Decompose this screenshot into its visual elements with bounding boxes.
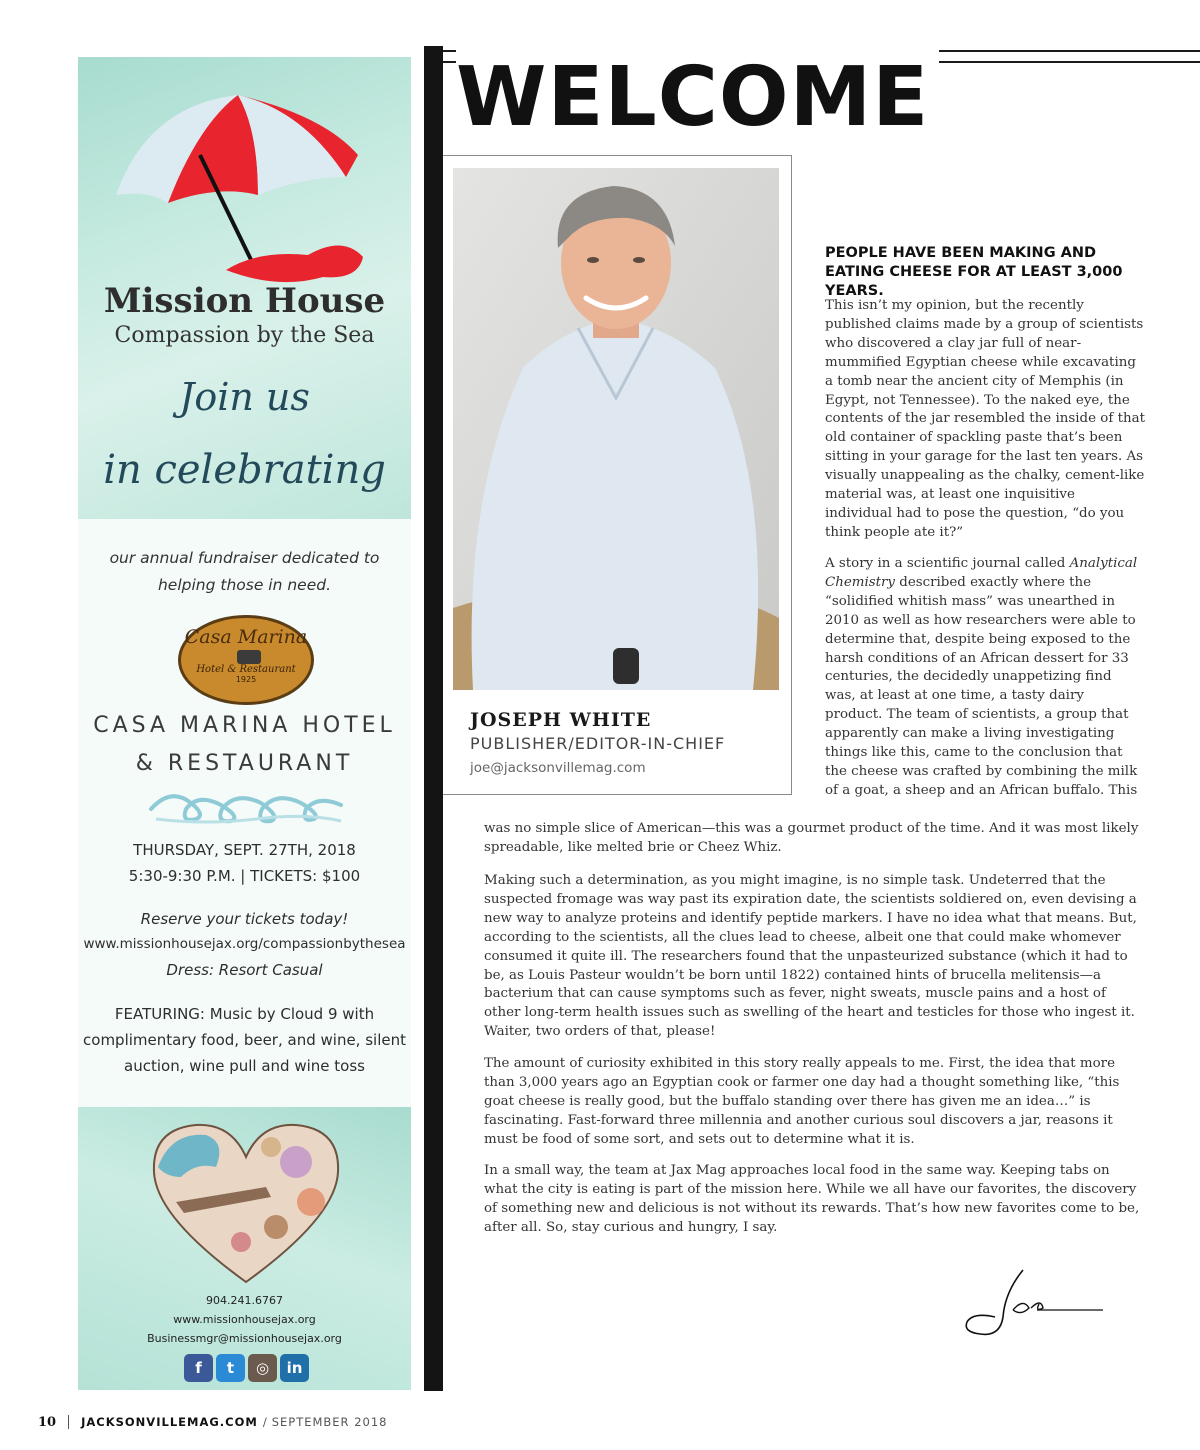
featuring-line-1: FEATURING: Music by Cloud 9 with xyxy=(114,1005,375,1023)
footer-divider xyxy=(68,1415,69,1429)
venue-line-1: CASA MARINA HOTEL xyxy=(93,713,396,738)
beach-umbrella-icon xyxy=(108,85,368,285)
article-paragraph-2 xyxy=(825,555,1145,801)
ad-script-line-1: Join us xyxy=(179,375,310,419)
badge-year: 1925 xyxy=(235,675,257,684)
waves-icon xyxy=(146,779,346,827)
contact-email[interactable]: Businessmgr@missionhousejax.org xyxy=(147,1332,342,1345)
instagram-icon[interactable]: ◎ xyxy=(248,1354,277,1382)
footer-separator: / xyxy=(262,1415,267,1429)
article-paragraph-5: In a small way, the team at Jax Mag approaches local food in the same way. Keeping tabs on what the city is eating is part of the mission here. While we all have our favorites, the discovery of something new and delicious is not without its rewards. That’s how new favorites come to be, after all. So, stay curious and hungry, I say. xyxy=(484,1163,1140,1235)
paragraph-2-text-a: A story in a scientific journal called xyxy=(825,556,1070,571)
editor-portrait-photo xyxy=(453,168,779,690)
issue-date: SEPTEMBER 2018 xyxy=(271,1415,388,1429)
article-paragraph-1: This isn’t my opinion, but the recently published claims made by a group of scientists who discovered a clay jar full of near-mummified Egyptian cheese while excavating a tomb near the ancient city of Memphis (in Egypt, not Tennessee). To the naked eye, the contents of the jar resembled the inside of that old container of spackling paste that’s been sitting in your garage for the last ten years. As visually unappealing as the chalky, cement-like material was, at least one inquisitive individual had to pose the question, “do you think people ate it?” xyxy=(825,298,1145,540)
social-icons xyxy=(184,1354,309,1382)
badge-name: Casa Marina xyxy=(184,626,308,648)
contact-website[interactable]: www.missionhousejax.org xyxy=(173,1313,316,1326)
author-email[interactable]: joe@jacksonvillemag.com xyxy=(470,760,646,776)
featuring-line-2: complimentary food, beer, and wine, silent xyxy=(83,1031,406,1049)
article-deck: PEOPLE HAVE BEEN MAKING AND EATING CHEESE FOR AT LEAST 3,000 YEARS. xyxy=(825,245,1123,299)
page-number: 10 xyxy=(38,1414,57,1430)
ad-tagline-2: helping those in need. xyxy=(157,576,332,594)
article-paragraph-3: Making such a determination, as you might imagine, is no simple task. Undeterred that the suspected fromage was way past its expiration date, the scientists soldiered on, even devising a new way to analyze proteins and identify peptide markers. I have no idea what that means. But, according to the scientists, all the clues lead to cheese, albeit one that could make whomever consumed it quite ill. The researchers found that the unpasteurized substance (which it had to be, as Louis Pasteur wouldn’t be born until 1822) contained hints of brucella melitensis—a bacterium that can cause symptoms such as fever, night sweats, muscle pains and a host of other long-term health issues such as swelling of the heart and testicles for those who ingest it. Waiter, two orders of that, please! xyxy=(484,873,1137,1040)
paragraph-2-text-b: described exactly where the “solidified whitish mass” was unearthed in 2010 as well as how researchers were able to determine that, despite being exposed to the harsh conditions of an African dessert for 33 centuries, the decidedly unappetizing find was, at least at one time, a tasty dairy product. The team of scientists, a group that apparently can make a living investigating things like this, came to the conclusion that the cheese was crafted by combining the milk of a goat, a sheep and an African buffalo. This xyxy=(825,574,1138,798)
editor-signature xyxy=(955,1262,1105,1342)
magazine-url[interactable]: JACKSONVILLEMAG.COM xyxy=(81,1415,258,1429)
ad-logo-subtitle: Compassion by the Sea xyxy=(114,323,375,348)
section-bar xyxy=(424,46,443,1391)
ad-tagline-1: our annual fundraiser dedicated to xyxy=(109,549,380,567)
ad-logo-title: Mission House xyxy=(103,281,386,321)
article-paragraph-2-continued: was no simple slice of American—this was a gourmet product of the time. And it was most likely spreadable, like melted brie or Cheez Whiz. xyxy=(484,821,1139,855)
event-url[interactable]: www.missionhousejax.org/compassionbythesea xyxy=(83,936,406,952)
facebook-icon[interactable]: f xyxy=(184,1354,213,1382)
article-paragraph-4: The amount of curiosity exhibited in this story really appeals to me. First, the idea that more than 3,000 years ago an Egyptian cook or farmer one day had a thought something like, “this goat cheese is really good, but the buffalo standing over there has given me an idea…” is fascinating. Fast-forward three millennia and another curious soul discovers a jar, reasons it must be food of some sort, and sets out to determine what it is. xyxy=(484,1056,1120,1147)
event-reserve: Reserve your tickets today! xyxy=(140,910,349,928)
mission-house-advertisement xyxy=(78,57,411,1390)
featuring-line-3: auction, wine pull and wine toss xyxy=(124,1057,365,1075)
event-date: THURSDAY, SEPT. 27TH, 2018 xyxy=(133,841,356,859)
venue-line-2: & RESTAURANT xyxy=(135,751,354,776)
page-title: WELCOME xyxy=(456,50,939,146)
author-title: PUBLISHER/EDITOR-IN-CHIEF xyxy=(470,734,726,753)
twitter-icon[interactable]: t xyxy=(216,1354,245,1382)
crest-icon xyxy=(237,650,261,664)
badge-subtitle: Hotel & Restaurant xyxy=(196,664,296,675)
linkedin-icon[interactable]: in xyxy=(280,1354,309,1382)
author-name: JOSEPH WHITE xyxy=(470,709,652,731)
event-time-tickets: 5:30-9:30 P.M. | TICKETS: $100 xyxy=(128,867,361,885)
journal-name: Analytical Chemistry xyxy=(825,556,1138,590)
seashell-heart-icon xyxy=(146,1117,346,1287)
casa-marina-badge xyxy=(178,615,314,705)
contact-phone: 904.241.6767 xyxy=(206,1294,283,1307)
page-footer xyxy=(38,1412,387,1432)
ad-script-line-2: in celebrating xyxy=(103,447,386,493)
event-dress-code: Dress: Resort Casual xyxy=(166,961,323,979)
